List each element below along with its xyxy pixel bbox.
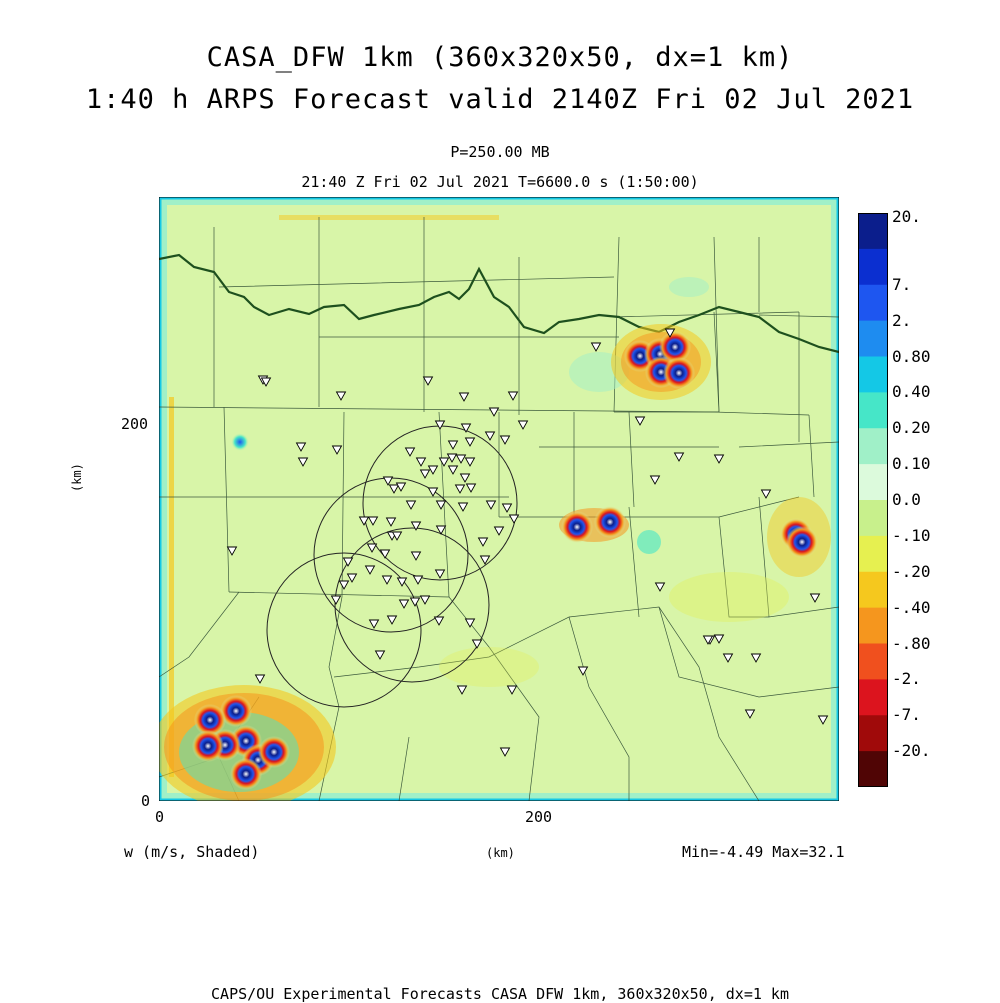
colorbar-segment (858, 572, 888, 608)
storm-cell (786, 526, 818, 558)
weak-downdraft-area (439, 647, 539, 687)
y-axis-label: (km) (70, 463, 84, 492)
storm-cell (594, 506, 626, 538)
colorbar-label: 0.20 (892, 418, 931, 438)
x-tick-0: 0 (155, 808, 165, 826)
x-axis-label: (km) (486, 846, 515, 860)
colorbar-segment (858, 249, 888, 285)
colorbar-segment (858, 428, 888, 464)
colorbar-segment (858, 608, 888, 644)
chart-title-line1: CASA_DFW 1km (360x320x50, dx=1 km) (206, 42, 794, 73)
colorbar-segment (858, 500, 888, 536)
storm-cell (258, 736, 290, 768)
colorbar-segment (858, 644, 888, 680)
storm-cell (230, 758, 262, 790)
footer-credit: CAPS/OU Experimental Forecasts CASA DFW 1km, 360x320x50, dx=1 km (211, 985, 789, 1003)
y-tick-0: 0 (141, 792, 151, 810)
colorbar-segment (858, 679, 888, 715)
colorbar-segment (858, 536, 888, 572)
colorbar-label: -20. (892, 741, 931, 761)
colorbar-label: -2. (892, 669, 921, 689)
weak-updraft-area (669, 277, 709, 297)
colorbar-label: -.40 (892, 597, 931, 617)
colorbar-label: -7. (892, 705, 921, 725)
colorbar-label: 0.80 (892, 346, 931, 366)
min-max-label: Min=-4.49 Max=32.1 (682, 843, 845, 861)
weak-updraft-area (637, 530, 661, 554)
valid-time-label: 21:40 Z Fri 02 Jul 2021 T=6600.0 s (1:50:00) (301, 173, 699, 191)
colorbar-label: 0.40 (892, 382, 931, 402)
storm-cell (231, 433, 249, 451)
forecast-map (159, 197, 839, 801)
colorbar-segment (858, 213, 888, 249)
y-tick-200: 200 (121, 415, 149, 433)
colorbar-label: 7. (892, 274, 912, 294)
colorbar (858, 213, 888, 787)
colorbar-segment (858, 285, 888, 321)
variable-label: w (m/s, Shaded) (124, 843, 260, 861)
colorbar-label: 20. (892, 207, 921, 226)
storm-cell (561, 511, 593, 543)
x-tick-200: 200 (525, 808, 553, 826)
colorbar-label: 2. (892, 310, 912, 330)
colorbar-label: -.20 (892, 561, 931, 581)
colorbar-segment (858, 751, 888, 787)
pressure-level-label: P=250.00 MB (450, 143, 550, 161)
colorbar-segment (858, 464, 888, 500)
colorbar-segment (858, 392, 888, 428)
colorbar-label: -.10 (892, 525, 931, 545)
weak-downdraft-area (669, 572, 789, 622)
colorbar-label: 0.10 (892, 454, 931, 474)
north-boundary-band (279, 215, 499, 220)
colorbar-segment (858, 357, 888, 393)
colorbar-label: -.80 (892, 633, 931, 653)
storm-cell (663, 357, 695, 389)
colorbar-label: 0.0 (892, 490, 921, 509)
colorbar-segment (858, 715, 888, 751)
storm-cell (192, 730, 224, 762)
chart-title-line2: 1:40 h ARPS Forecast valid 2140Z Fri 02 Jul 2021 (85, 84, 915, 115)
colorbar-segment (858, 321, 888, 357)
